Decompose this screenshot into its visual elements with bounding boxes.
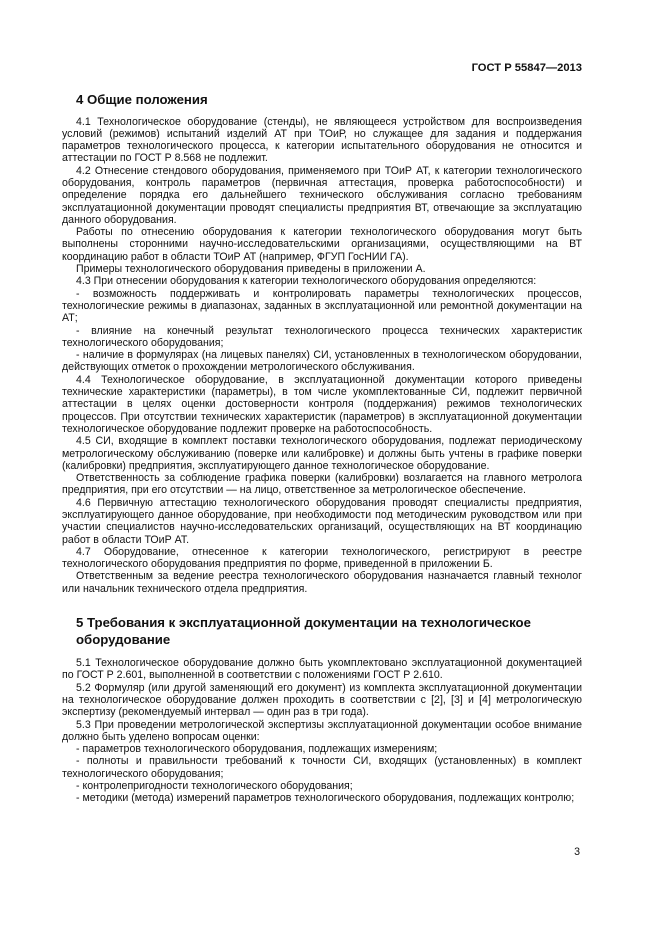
list-item-5-3-a: - параметров технологического оборудования, подлежащих измерениям; xyxy=(76,743,438,756)
list-item-5-3-c: - контролепригодности технологического оборудования; xyxy=(76,780,353,793)
paragraph-4-2-works: Работы по отнесению оборудования к категории технологического оборудования могут быть выполнены сторонними научно-исследовательскими организациями, осуществляющими на ВТ координацию работ в области ТОиР АТ (например, ФГУП ГосНИИ ГА). xyxy=(62,226,582,263)
paragraph-4-2: 4.2 Отнесение стендового оборудования, применяемого при ТОиР АТ, к категории технологического оборудования, контроль параметров (первичная аттестация, проверка работоспособности) и определение порядка его дальнейшего технического обслуживания согласно требованиям эксплуатационной документации проводят специалисты предприятия ВТ, отвечающие за эксплуатацию данного оборудования. xyxy=(62,164,582,226)
paragraph-4-2-examples: Примеры технологического оборудования приведены в приложении А. xyxy=(76,263,426,276)
section-5-heading xyxy=(62,615,582,648)
section-4-heading: 4 Общие положения xyxy=(76,92,208,107)
paragraph-4-4: 4.4 Технологическое оборудование, в эксплуатационной документации которого приведены технические характеристики (параметры), в том числе укомплектованные СИ, подлежит первичной аттестации в целях оценки достоверности контроля (поддержания) режимов технологических процессов. При отсутствии технических характеристик (параметров) в эксплуатационной документации технологическое оборудование подлежит проверке на работоспособность. xyxy=(62,373,582,435)
list-item-4-3-b: - влияние на конечный результат технологического процесса технических характеристик технологического оборудования; xyxy=(62,324,582,349)
paragraph-4-3: 4.3 При отнесении оборудования к категории технологического оборудования определяются: xyxy=(76,275,537,288)
paragraph-4-7-responsible: Ответственным за ведение реестра технологического оборудования назначается главный технолог или начальник технического отдела предприятия. xyxy=(62,570,582,595)
paragraph-5-1: 5.1 Технологическое оборудование должно быть укомплектовано эксплуатационной документацией по ГОСТ Р 2.601, выполненной в соответствии с положениями ГОСТ Р 2.610. xyxy=(62,657,582,682)
paragraph-4-1: 4.1 Технологическое оборудование (стенды), не являющееся устройством для воспроизведения условий (режимов) испытаний изделий АТ при ТОиР, но служащее для задания и поддержания параметров технологического процесса, к категории испытательного оборудования не относится и аттестации по ГОСТ Р 8.568 не подлежит. xyxy=(62,115,582,165)
page-content xyxy=(62,92,582,805)
list-item-5-3-b: - полноты и правильности требований к точности СИ, входящих (установленных) в комплект технологического оборудования; xyxy=(62,755,582,780)
paragraph-4-5: 4.5 СИ, входящие в комплект поставки технологического оборудования, подлежат периодическому метрологическому обслуживанию (поверке или калибровке) и должны быть учтены в графике поверки (калибровки) предприятия, эксплуатирующего данное технологическое оборудование. xyxy=(62,435,582,472)
section-5-heading-line1: 5 Требования к эксплуатационной документации на технологическое xyxy=(76,615,531,631)
document-designation: ГОСТ Р 55847—2013 xyxy=(471,62,582,74)
page-number: 3 xyxy=(574,846,580,858)
list-item-5-3-d: - методики (метода) измерений параметров технологического оборудования, подлежащих контролю; xyxy=(76,792,575,805)
section-5-heading-line2: оборудование xyxy=(76,631,171,647)
paragraph-4-5-responsibility: Ответственность за соблюдение графика поверки (калибровки) возлагается на главного метролога предприятия, при его отсутствии — на лицо, ответственное за метрологическое обеспечение. xyxy=(62,472,582,497)
paragraph-5-3: 5.3 При проведении метрологической экспертизы эксплуатационной документации особое внимание должно быть уделено вопросам оценки: xyxy=(62,718,582,743)
paragraph-4-7: 4.7 Оборудование, отнесенное к категории технологического, регистрируют в реестре технологического оборудования предприятия по форме, приведенной в приложении Б. xyxy=(62,545,582,571)
list-item-4-3-c: - наличие в формулярах (на лицевых панелях) СИ, установленных в технологическом оборудовании, действующих отметок о прохождении метрологического обслуживания. xyxy=(62,349,582,374)
paragraph-5-2: 5.2 Формуляр (или другой заменяющий его документ) из комплекта эксплуатационной документации на технологическое оборудование должен проходить в соответствии с [2], [3] и [4] метрологическую экспертизу (рекомендуемый интервал — один раз в три года). xyxy=(62,681,582,719)
list-item-4-3-a: - возможность поддерживать и контролировать параметры технологических процессов, технологические режимы в диапазонах, заданных в эксплуатационной или ремонтной документации на АТ; xyxy=(62,287,582,325)
paragraph-4-6: 4.6 Первичную аттестацию технологического оборудования проводят специалисты предприятия, эксплуатирующего данное оборудование, при необходимости под методическим руководством или при участии специалистов научно-исследовательских организаций, осуществляющих на ВТ координацию работ в области ТОиР АТ. xyxy=(62,496,582,546)
